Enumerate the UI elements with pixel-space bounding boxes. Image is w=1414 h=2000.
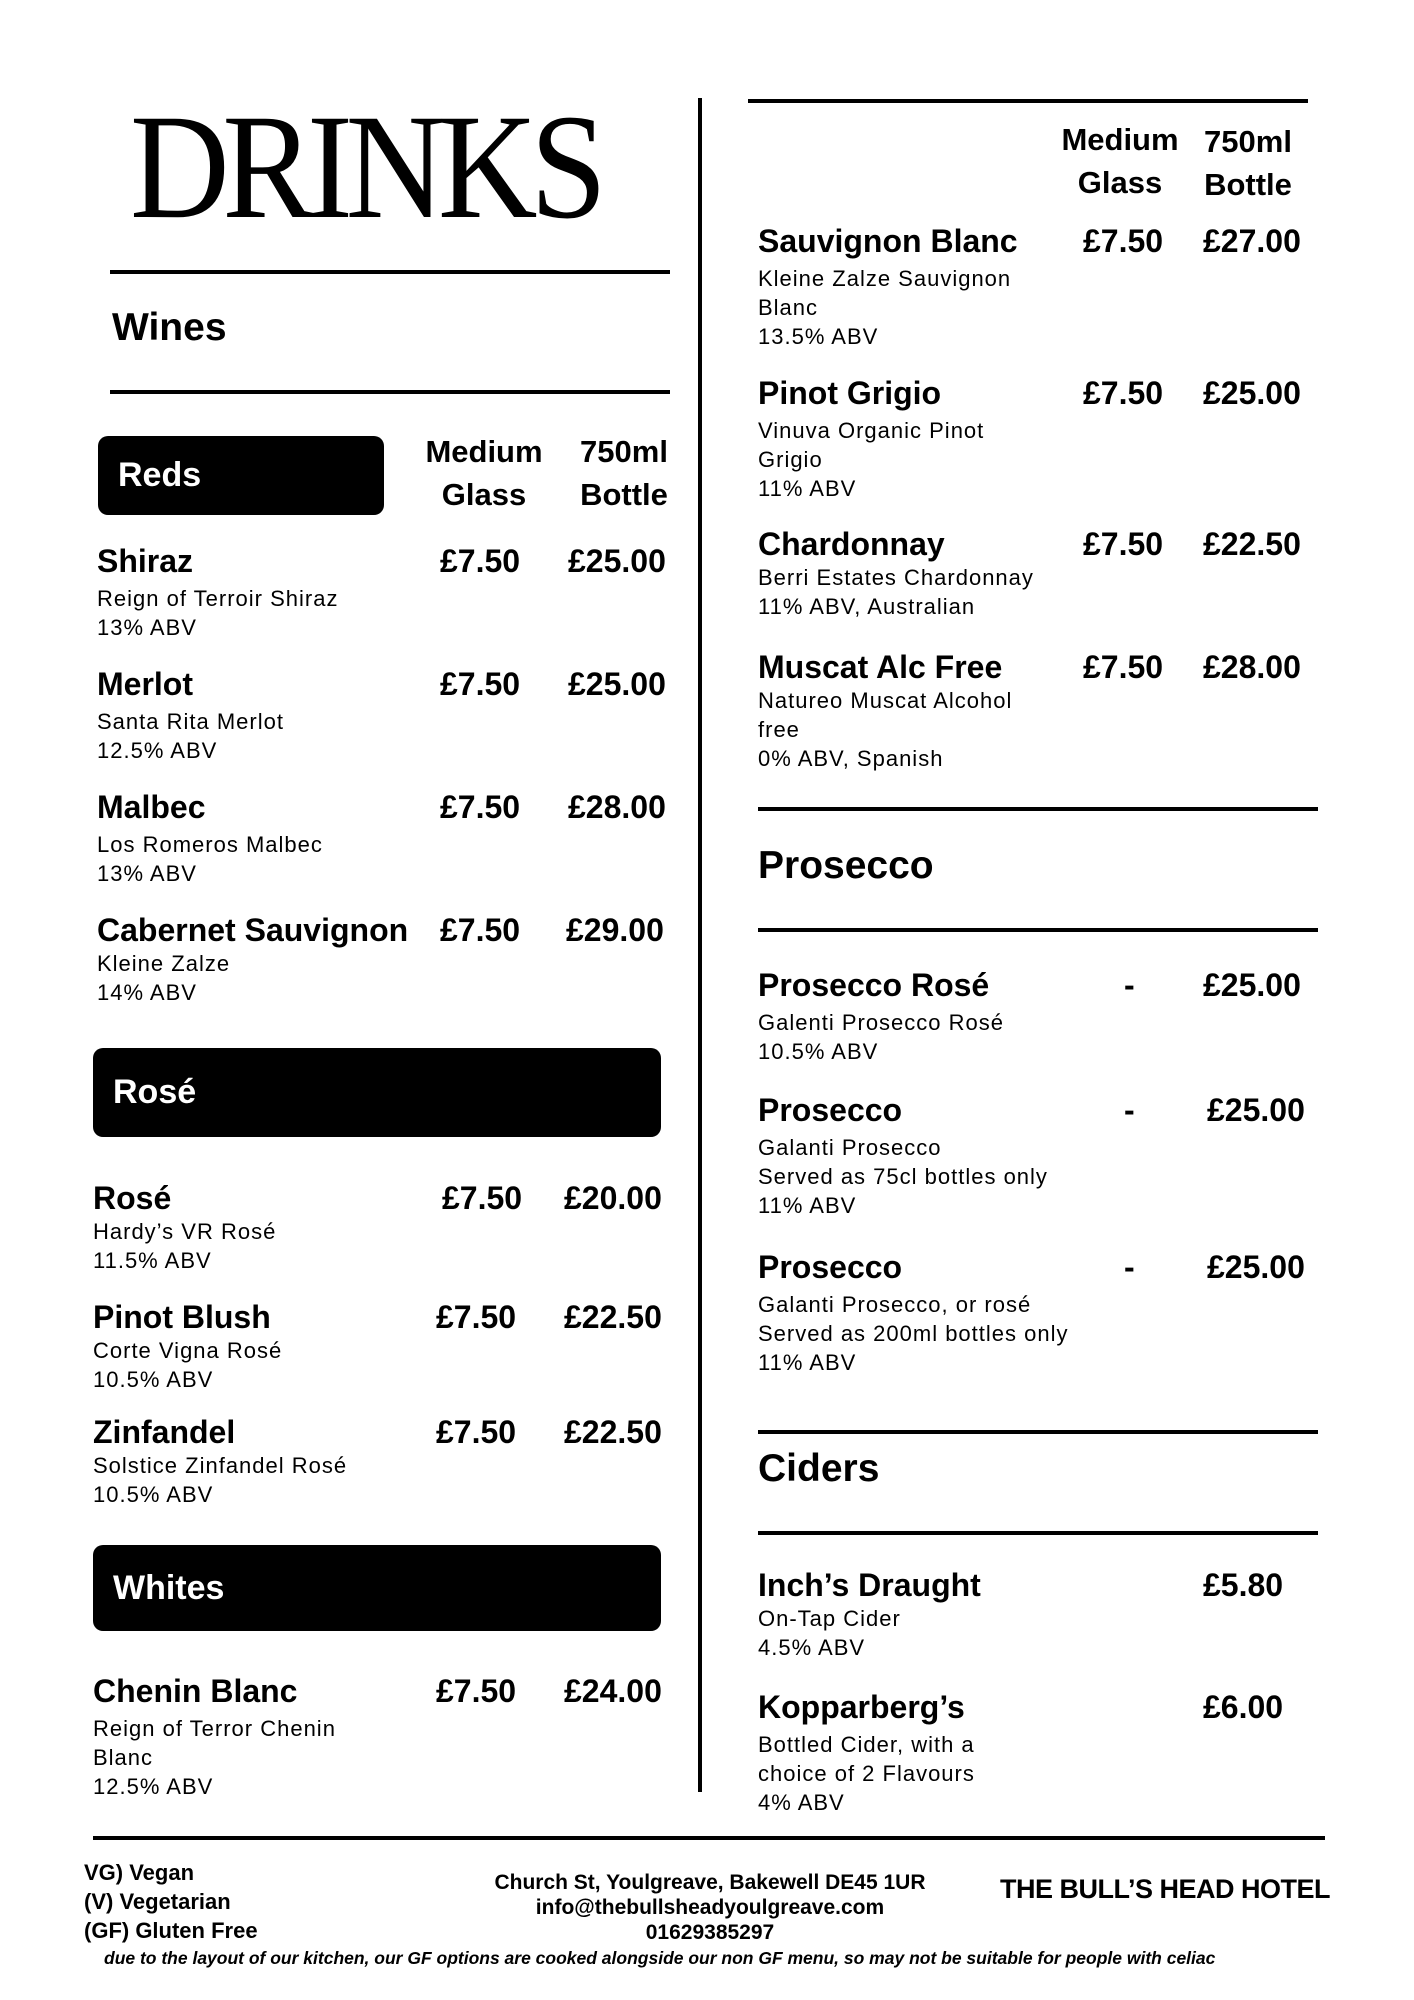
item-desc: Kleine Zalze Sauvignon — [758, 266, 1012, 291]
list-item — [97, 665, 284, 765]
dietary-legend — [84, 1858, 258, 1945]
legend-vegetarian: (V) Vegetarian — [84, 1889, 231, 1914]
list-item — [93, 1672, 336, 1801]
col-bottle-header: 750ml Bottle — [580, 434, 668, 512]
list-item — [93, 1179, 276, 1275]
item-desc: Served as 75cl bottles only — [758, 1164, 1048, 1189]
reds-heading — [98, 436, 384, 515]
phone-number: 01629385297 — [645, 1921, 775, 1944]
item-desc: Corte Vigna Rosé — [93, 1338, 283, 1363]
list-item — [758, 966, 1004, 1066]
footer-divider — [93, 1836, 1325, 1840]
list-item — [97, 788, 323, 888]
bottle-price: £25.00 — [1207, 1092, 1305, 1128]
item-name: Pinot Grigio — [758, 375, 942, 411]
item-desc: Served as 200ml bottles only — [758, 1321, 1069, 1346]
list-item — [758, 1566, 981, 1662]
item-name: Pinot Blush — [93, 1299, 271, 1335]
list-item — [93, 1413, 347, 1509]
item-name: Kopparberg’s — [758, 1689, 965, 1725]
item-abv: 4% ABV — [758, 1790, 845, 1815]
rose-label: Rosé — [113, 1073, 197, 1111]
item-desc: Los Romeros Malbec — [97, 832, 323, 857]
divider — [758, 1430, 1318, 1434]
divider — [748, 99, 1308, 103]
item-abv: 11% ABV — [758, 476, 857, 501]
item-desc: Galenti Prosecco Rosé — [758, 1010, 1004, 1035]
bottle-price: £20.00 — [564, 1180, 662, 1216]
item-name: Prosecco Rosé — [758, 967, 990, 1003]
item-abv: 10.5% ABV — [93, 1482, 214, 1507]
glass-price: - — [1124, 1092, 1135, 1128]
list-item — [97, 542, 338, 642]
item-desc: On-Tap Cider — [758, 1606, 901, 1631]
glass-price: £7.50 — [1083, 375, 1164, 411]
glass-price: £7.50 — [1083, 649, 1164, 685]
bottle-price: £22.50 — [564, 1414, 662, 1450]
item-desc: Galanti Prosecco — [758, 1135, 942, 1160]
item-name: Malbec — [97, 789, 206, 825]
glass-price: £7.50 — [436, 1299, 517, 1335]
brand-name: THE BULL’S HEAD HOTEL — [1000, 1874, 1331, 1904]
address: Church St, Youlgreave, Bakewell DE45 1UR — [494, 1871, 926, 1894]
item-desc: Hardy’s VR Rosé — [93, 1219, 277, 1244]
list-item — [758, 1091, 1048, 1220]
bottle-price: £25.00 — [568, 543, 666, 579]
col-glass-header: Medium Glass — [1061, 122, 1179, 200]
contact-block — [430, 1870, 990, 1945]
legend-gluten-free: (GF) Gluten Free — [84, 1918, 258, 1943]
ciders-heading: Ciders — [758, 1447, 880, 1490]
item-abv: 0% ABV, Spanish — [758, 746, 944, 771]
bottle-price: £25.00 — [1203, 967, 1301, 1003]
item-abv: 11.5% ABV — [93, 1248, 212, 1273]
bottle-price: £25.00 — [568, 666, 666, 702]
col-bottle-header: 750ml Bottle — [1204, 124, 1292, 202]
item-desc: Santa Rita Merlot — [97, 709, 284, 734]
item-abv: 10.5% ABV — [93, 1367, 214, 1392]
item-abv: 11% ABV — [758, 1350, 857, 1375]
item-abv: 13.5% ABV — [758, 324, 879, 349]
item-name: Rosé — [93, 1180, 172, 1216]
item-desc: Grigio — [758, 447, 823, 472]
whites-label: Whites — [113, 1568, 225, 1607]
glass-price: £7.50 — [436, 1414, 517, 1450]
list-item — [93, 1298, 282, 1394]
bottle-price: £28.00 — [1203, 649, 1301, 685]
bottle-price: £25.00 — [1207, 1249, 1305, 1285]
item-desc: Solstice Zinfandel Rosé — [93, 1453, 348, 1478]
item-desc: choice of 2 Flavours — [758, 1761, 975, 1786]
item-desc: Kleine Zalze — [97, 951, 231, 976]
gf-disclaimer: due to the layout of our kitchen, our GF options are cooked alongside our non GF menu, so may not be suitable for people with celiac — [104, 1948, 1216, 1968]
list-item — [758, 374, 984, 503]
item-abv: 13% ABV — [97, 615, 197, 640]
item-desc: free — [758, 717, 800, 742]
bottle-price: £28.00 — [568, 789, 666, 825]
item-name: Chenin Blanc — [93, 1673, 298, 1709]
page-title: DRINKS — [130, 84, 600, 250]
item-desc: Natureo Muscat Alcohol — [758, 688, 1013, 713]
item-name: Zinfandel — [93, 1414, 236, 1450]
divider — [110, 390, 670, 394]
bottle-price: £5.80 — [1203, 1567, 1284, 1603]
glass-price: £7.50 — [1083, 223, 1164, 259]
glass-price: £7.50 — [440, 912, 521, 948]
column-divider — [698, 98, 702, 1792]
item-abv: 12.5% ABV — [93, 1774, 214, 1799]
list-item — [758, 1248, 1069, 1377]
email-link[interactable]: info@thebullsheadyoulgreave.com — [535, 1896, 885, 1919]
item-desc: Reign of Terror Chenin — [93, 1716, 336, 1741]
item-name: Chardonnay — [758, 526, 945, 562]
list-item — [758, 222, 1018, 351]
item-desc: Reign of Terroir Shiraz — [97, 586, 339, 611]
item-name: Prosecco — [758, 1092, 903, 1128]
wines-heading: Wines — [112, 306, 227, 349]
item-name: Shiraz — [97, 543, 194, 579]
rose-heading — [93, 1048, 661, 1137]
divider — [758, 928, 1318, 932]
bottle-price: £27.00 — [1203, 223, 1301, 259]
glass-price: £7.50 — [440, 543, 521, 579]
item-name: Merlot — [97, 666, 193, 702]
item-desc: Berri Estates Chardonnay — [758, 565, 1034, 590]
item-desc: Vinuva Organic Pinot — [758, 418, 985, 443]
item-name: Muscat Alc Free — [758, 649, 1003, 685]
divider — [758, 1531, 1318, 1535]
item-name: Inch’s Draught — [758, 1567, 981, 1603]
glass-price: £7.50 — [440, 666, 521, 702]
item-name: Prosecco — [758, 1249, 903, 1285]
item-name: Cabernet Sauvignon — [97, 912, 409, 948]
glass-price: £7.50 — [442, 1180, 523, 1216]
item-abv: 11% ABV — [758, 1193, 857, 1218]
bottle-price: £22.50 — [564, 1299, 662, 1335]
item-abv: 14% ABV — [97, 980, 197, 1005]
item-name: Sauvignon Blanc — [758, 223, 1018, 259]
list-item — [758, 525, 1034, 621]
item-abv: 4.5% ABV — [758, 1635, 866, 1660]
bottle-price: £25.00 — [1203, 375, 1301, 411]
legend-vegan: VG) Vegan — [84, 1860, 195, 1885]
item-abv: 12.5% ABV — [97, 738, 218, 763]
item-abv: 13% ABV — [97, 861, 197, 886]
item-desc: Bottled Cider, with a — [758, 1732, 975, 1757]
bottle-price: £24.00 — [564, 1673, 662, 1709]
reds-label: Reds — [118, 456, 202, 494]
bottle-price: £22.50 — [1203, 526, 1301, 562]
list-item — [758, 648, 1012, 773]
item-abv: 10.5% ABV — [758, 1039, 879, 1064]
list-item — [758, 1688, 975, 1817]
list-item — [97, 911, 408, 1007]
glass-price: £7.50 — [440, 789, 521, 825]
divider — [758, 807, 1318, 811]
divider — [110, 270, 670, 274]
item-desc: Blanc — [93, 1745, 154, 1770]
whites-heading — [93, 1545, 661, 1631]
bottle-price: £29.00 — [566, 912, 664, 948]
prosecco-heading: Prosecco — [758, 844, 934, 887]
item-abv: 11% ABV, Australian — [758, 594, 976, 619]
glass-price: - — [1124, 1249, 1135, 1285]
bottle-price: £6.00 — [1203, 1689, 1284, 1725]
glass-price: - — [1124, 967, 1135, 1003]
col-glass-header: Medium Glass — [425, 434, 543, 512]
glass-price: £7.50 — [436, 1673, 517, 1709]
item-desc: Blanc — [758, 295, 819, 320]
glass-price: £7.50 — [1083, 526, 1164, 562]
item-desc: Galanti Prosecco, or rosé — [758, 1292, 1032, 1317]
